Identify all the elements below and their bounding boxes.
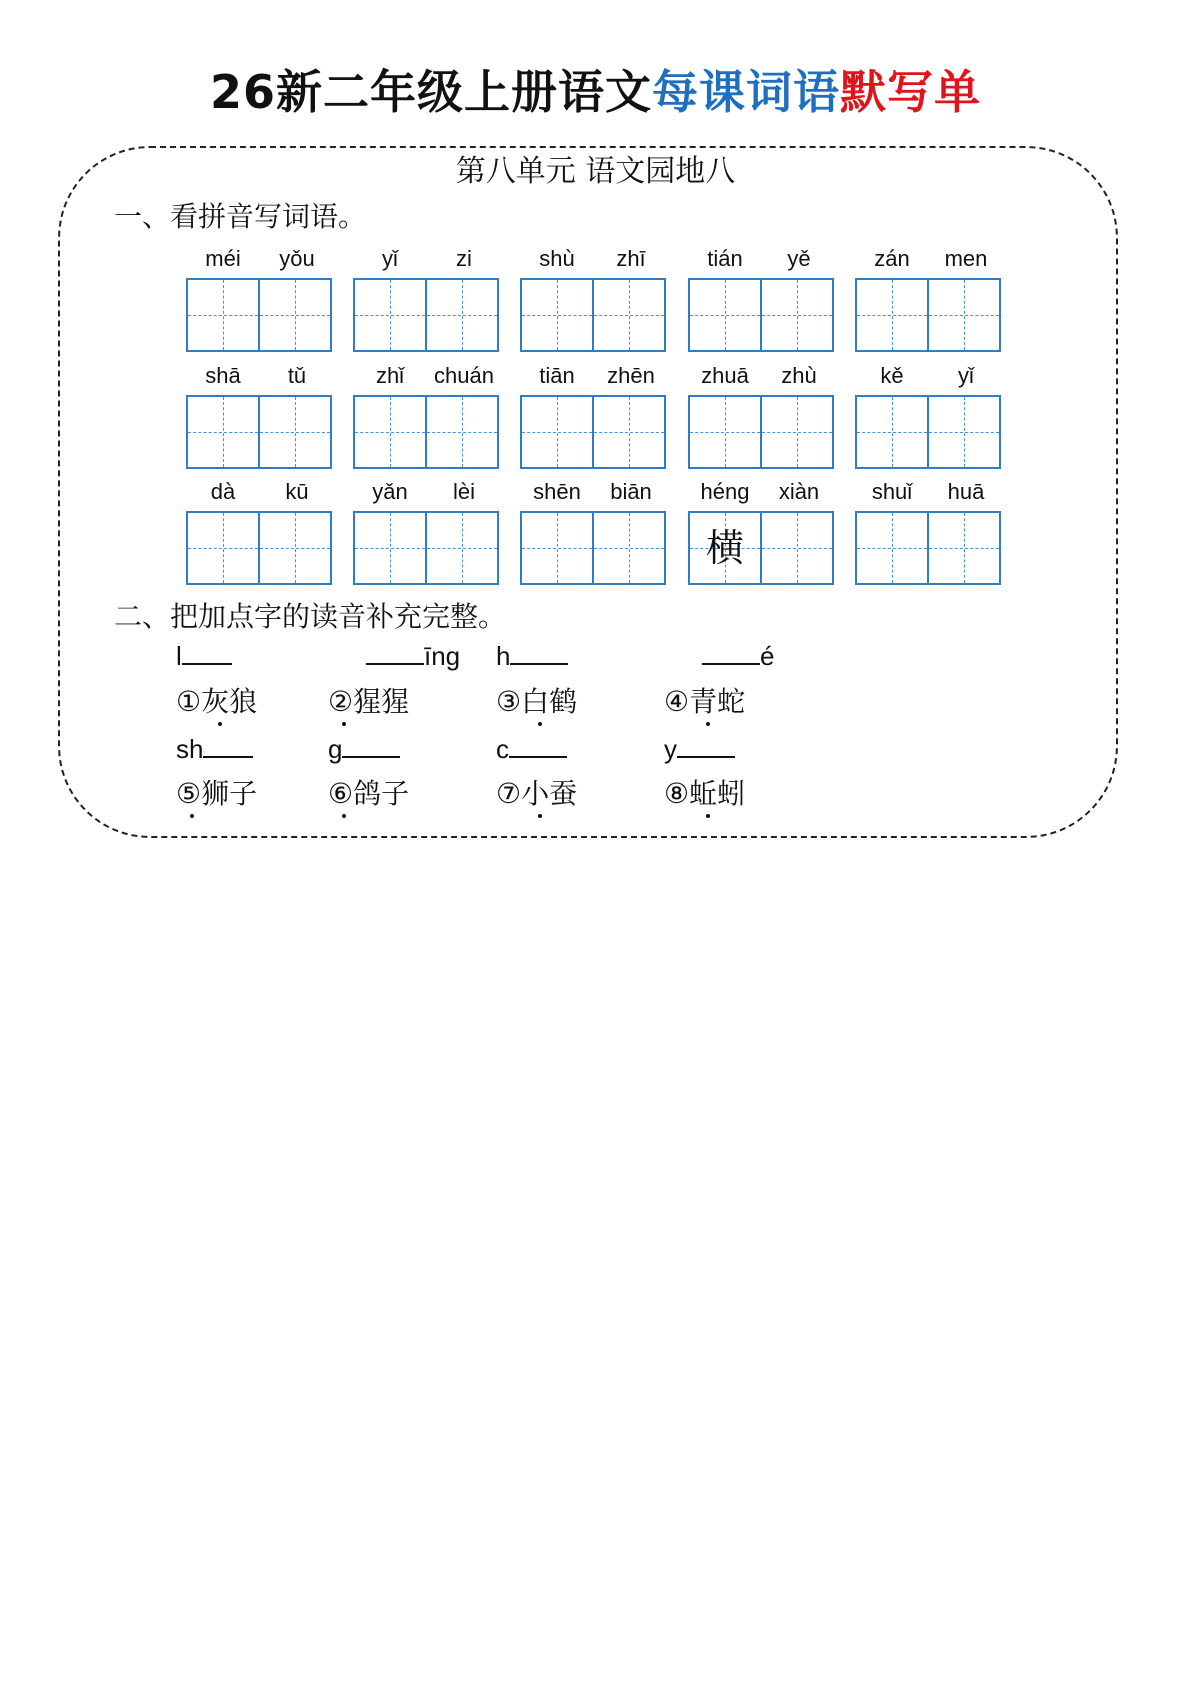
pinyin-syllable: tián [707, 246, 743, 271]
section-1-heading: 一、看拼音写词语。 [114, 200, 367, 233]
writing-cell[interactable] [855, 278, 929, 352]
tianzige-grid [186, 278, 334, 352]
tianzige-grid [855, 511, 1003, 585]
pinyin-row [353, 244, 501, 274]
pinyin-blank[interactable] [496, 733, 567, 765]
writing-cell[interactable] [353, 511, 427, 585]
writing-cell[interactable] [520, 395, 594, 469]
answer-line[interactable] [342, 734, 400, 758]
pinyin-syllable: chuán [434, 363, 494, 388]
pinyin-row [855, 244, 1003, 274]
pinyin-syllable: tǔ [287, 363, 307, 388]
word-label: ③白鹤 [496, 685, 578, 718]
pinyin-blank[interactable] [176, 640, 232, 672]
writing-cell[interactable] [592, 511, 666, 585]
tianzige-grid [353, 278, 501, 352]
writing-cell[interactable] [855, 395, 929, 469]
writing-cell[interactable] [592, 395, 666, 469]
pinyin-blank[interactable] [702, 640, 774, 672]
pinyin-row [520, 477, 668, 507]
filled-character: 横 [705, 526, 744, 570]
pinyin-row [353, 477, 501, 507]
tianzige-grid [186, 511, 334, 585]
pinyin-syllable: shēn [533, 479, 581, 504]
pinyin-syllable: zi [456, 246, 472, 271]
pinyin-row [855, 361, 1003, 391]
pinyin-hint-prefix: h [496, 641, 511, 671]
emphasis-dot [218, 722, 222, 726]
pinyin-blank[interactable] [328, 733, 400, 765]
word-label: ⑤狮子 [176, 777, 258, 810]
writing-cell[interactable] [186, 395, 260, 469]
answer-line[interactable] [182, 641, 232, 665]
tianzige-grid [353, 511, 501, 585]
title-part-red: 默写单 [840, 65, 981, 119]
pinyin-row [353, 361, 501, 391]
writing-cell[interactable] [688, 511, 762, 585]
pinyin-blank[interactable] [496, 640, 568, 672]
answer-line[interactable] [203, 734, 253, 758]
pinyin-syllable: zhuā [701, 363, 749, 388]
writing-cell[interactable] [258, 395, 332, 469]
pinyin-syllable: shuǐ [871, 479, 913, 504]
pinyin-hint-prefix: sh [176, 734, 204, 764]
tianzige-grid [520, 395, 668, 469]
pinyin-syllable: lèi [452, 479, 475, 504]
unit-title: 第八单元 语文园地八 [455, 154, 736, 189]
word-label: ⑦小蚕 [496, 777, 578, 810]
pinyin-row [688, 361, 836, 391]
pinyin-syllable: yě [787, 246, 811, 271]
tianzige-grid [688, 278, 836, 352]
writing-cell[interactable] [353, 395, 427, 469]
word-label: ⑧蚯蚓 [664, 777, 746, 810]
pinyin-row [688, 477, 836, 507]
writing-cell[interactable] [258, 278, 332, 352]
pinyin-row [855, 477, 1003, 507]
emphasis-dot [342, 814, 346, 818]
writing-cell[interactable] [688, 395, 762, 469]
answer-line[interactable] [510, 641, 568, 665]
pinyin-syllable: dà [210, 479, 236, 504]
pinyin-syllable: zán [874, 246, 910, 271]
emphasis-dot [706, 814, 710, 818]
writing-cell[interactable] [425, 395, 499, 469]
pinyin-row [520, 244, 668, 274]
pinyin-blank[interactable] [664, 733, 735, 765]
pinyin-syllable: zhù [781, 363, 817, 388]
answer-line[interactable] [677, 734, 735, 758]
pinyin-row [186, 477, 334, 507]
writing-cell[interactable] [592, 278, 666, 352]
pinyin-syllable: kě [880, 363, 904, 388]
writing-cell[interactable] [425, 511, 499, 585]
pinyin-blank[interactable] [366, 640, 460, 672]
writing-cell[interactable] [855, 511, 929, 585]
tianzige-grid [688, 395, 836, 469]
writing-cell[interactable] [760, 511, 834, 585]
tianzige-grid [855, 395, 1003, 469]
tianzige-grid [688, 511, 836, 585]
section-2-heading: 二、把加点字的读音补充完整。 [114, 600, 507, 633]
writing-cell[interactable] [186, 511, 260, 585]
tianzige-grid [520, 278, 668, 352]
pinyin-hint-prefix: l [176, 641, 182, 671]
pinyin-hint-suffix: é [760, 641, 775, 671]
pinyin-syllable: shù [539, 246, 575, 271]
tianzige-grid [186, 395, 334, 469]
word-label: ⑥鸽子 [328, 777, 410, 810]
word-label: ②猩猩 [328, 685, 410, 718]
pinyin-syllable: yǐ [382, 246, 398, 271]
pinyin-syllable: biān [610, 479, 652, 504]
pinyin-syllable: méi [205, 246, 241, 271]
pinyin-hint-prefix: c [496, 734, 509, 764]
writing-cell[interactable] [258, 511, 332, 585]
pinyin-syllable: yǎn [372, 479, 408, 504]
pinyin-syllable: zhǐ [375, 363, 405, 388]
tianzige-grid [353, 395, 501, 469]
emphasis-dot [706, 722, 710, 726]
answer-line[interactable] [509, 734, 567, 758]
writing-cell[interactable] [760, 395, 834, 469]
emphasis-dot [538, 722, 542, 726]
writing-cell[interactable] [353, 278, 427, 352]
writing-cell[interactable] [927, 395, 1001, 469]
word-label: ④青蛇 [664, 685, 746, 718]
writing-cell[interactable] [520, 278, 594, 352]
pinyin-syllable: tiān [539, 363, 575, 388]
writing-cell[interactable] [927, 278, 1001, 352]
pinyin-syllable: yǐ [958, 363, 974, 388]
emphasis-dot [190, 814, 194, 818]
writing-cell[interactable] [760, 278, 834, 352]
pinyin-syllable: xiàn [778, 479, 820, 504]
word-label: ①灰狼 [176, 685, 258, 718]
pinyin-syllable: zhī [616, 246, 646, 271]
answer-line[interactable] [702, 641, 760, 665]
emphasis-dot [538, 814, 542, 818]
writing-cell[interactable] [688, 278, 762, 352]
tianzige-grid [520, 511, 668, 585]
title-part-black: 26新二年级上册语文 [209, 65, 652, 119]
writing-cell[interactable] [186, 278, 260, 352]
pinyin-row [186, 244, 334, 274]
writing-cell[interactable] [927, 511, 1001, 585]
pinyin-hint-suffix: īng [424, 641, 461, 671]
pinyin-syllable: men [944, 246, 988, 271]
tianzige-grid [855, 278, 1003, 352]
title-part-blue: 每课词语 [652, 65, 840, 119]
pinyin-blank[interactable] [176, 733, 253, 765]
pinyin-syllable: yǒu [279, 246, 315, 271]
pinyin-hint-prefix: g [328, 734, 343, 764]
pinyin-hint-prefix: y [664, 734, 677, 764]
pinyin-syllable: shā [205, 363, 241, 388]
emphasis-dot [342, 722, 346, 726]
pinyin-syllable: kū [285, 479, 309, 504]
writing-cell[interactable] [425, 278, 499, 352]
pinyin-row [186, 361, 334, 391]
pinyin-syllable: huā [947, 479, 985, 504]
pinyin-row [688, 244, 836, 274]
writing-cell[interactable] [520, 511, 594, 585]
page-title [0, 62, 1191, 122]
answer-line[interactable] [366, 641, 424, 665]
pinyin-syllable: zhēn [607, 363, 655, 388]
pinyin-row [520, 361, 668, 391]
pinyin-syllable: héng [700, 479, 750, 504]
